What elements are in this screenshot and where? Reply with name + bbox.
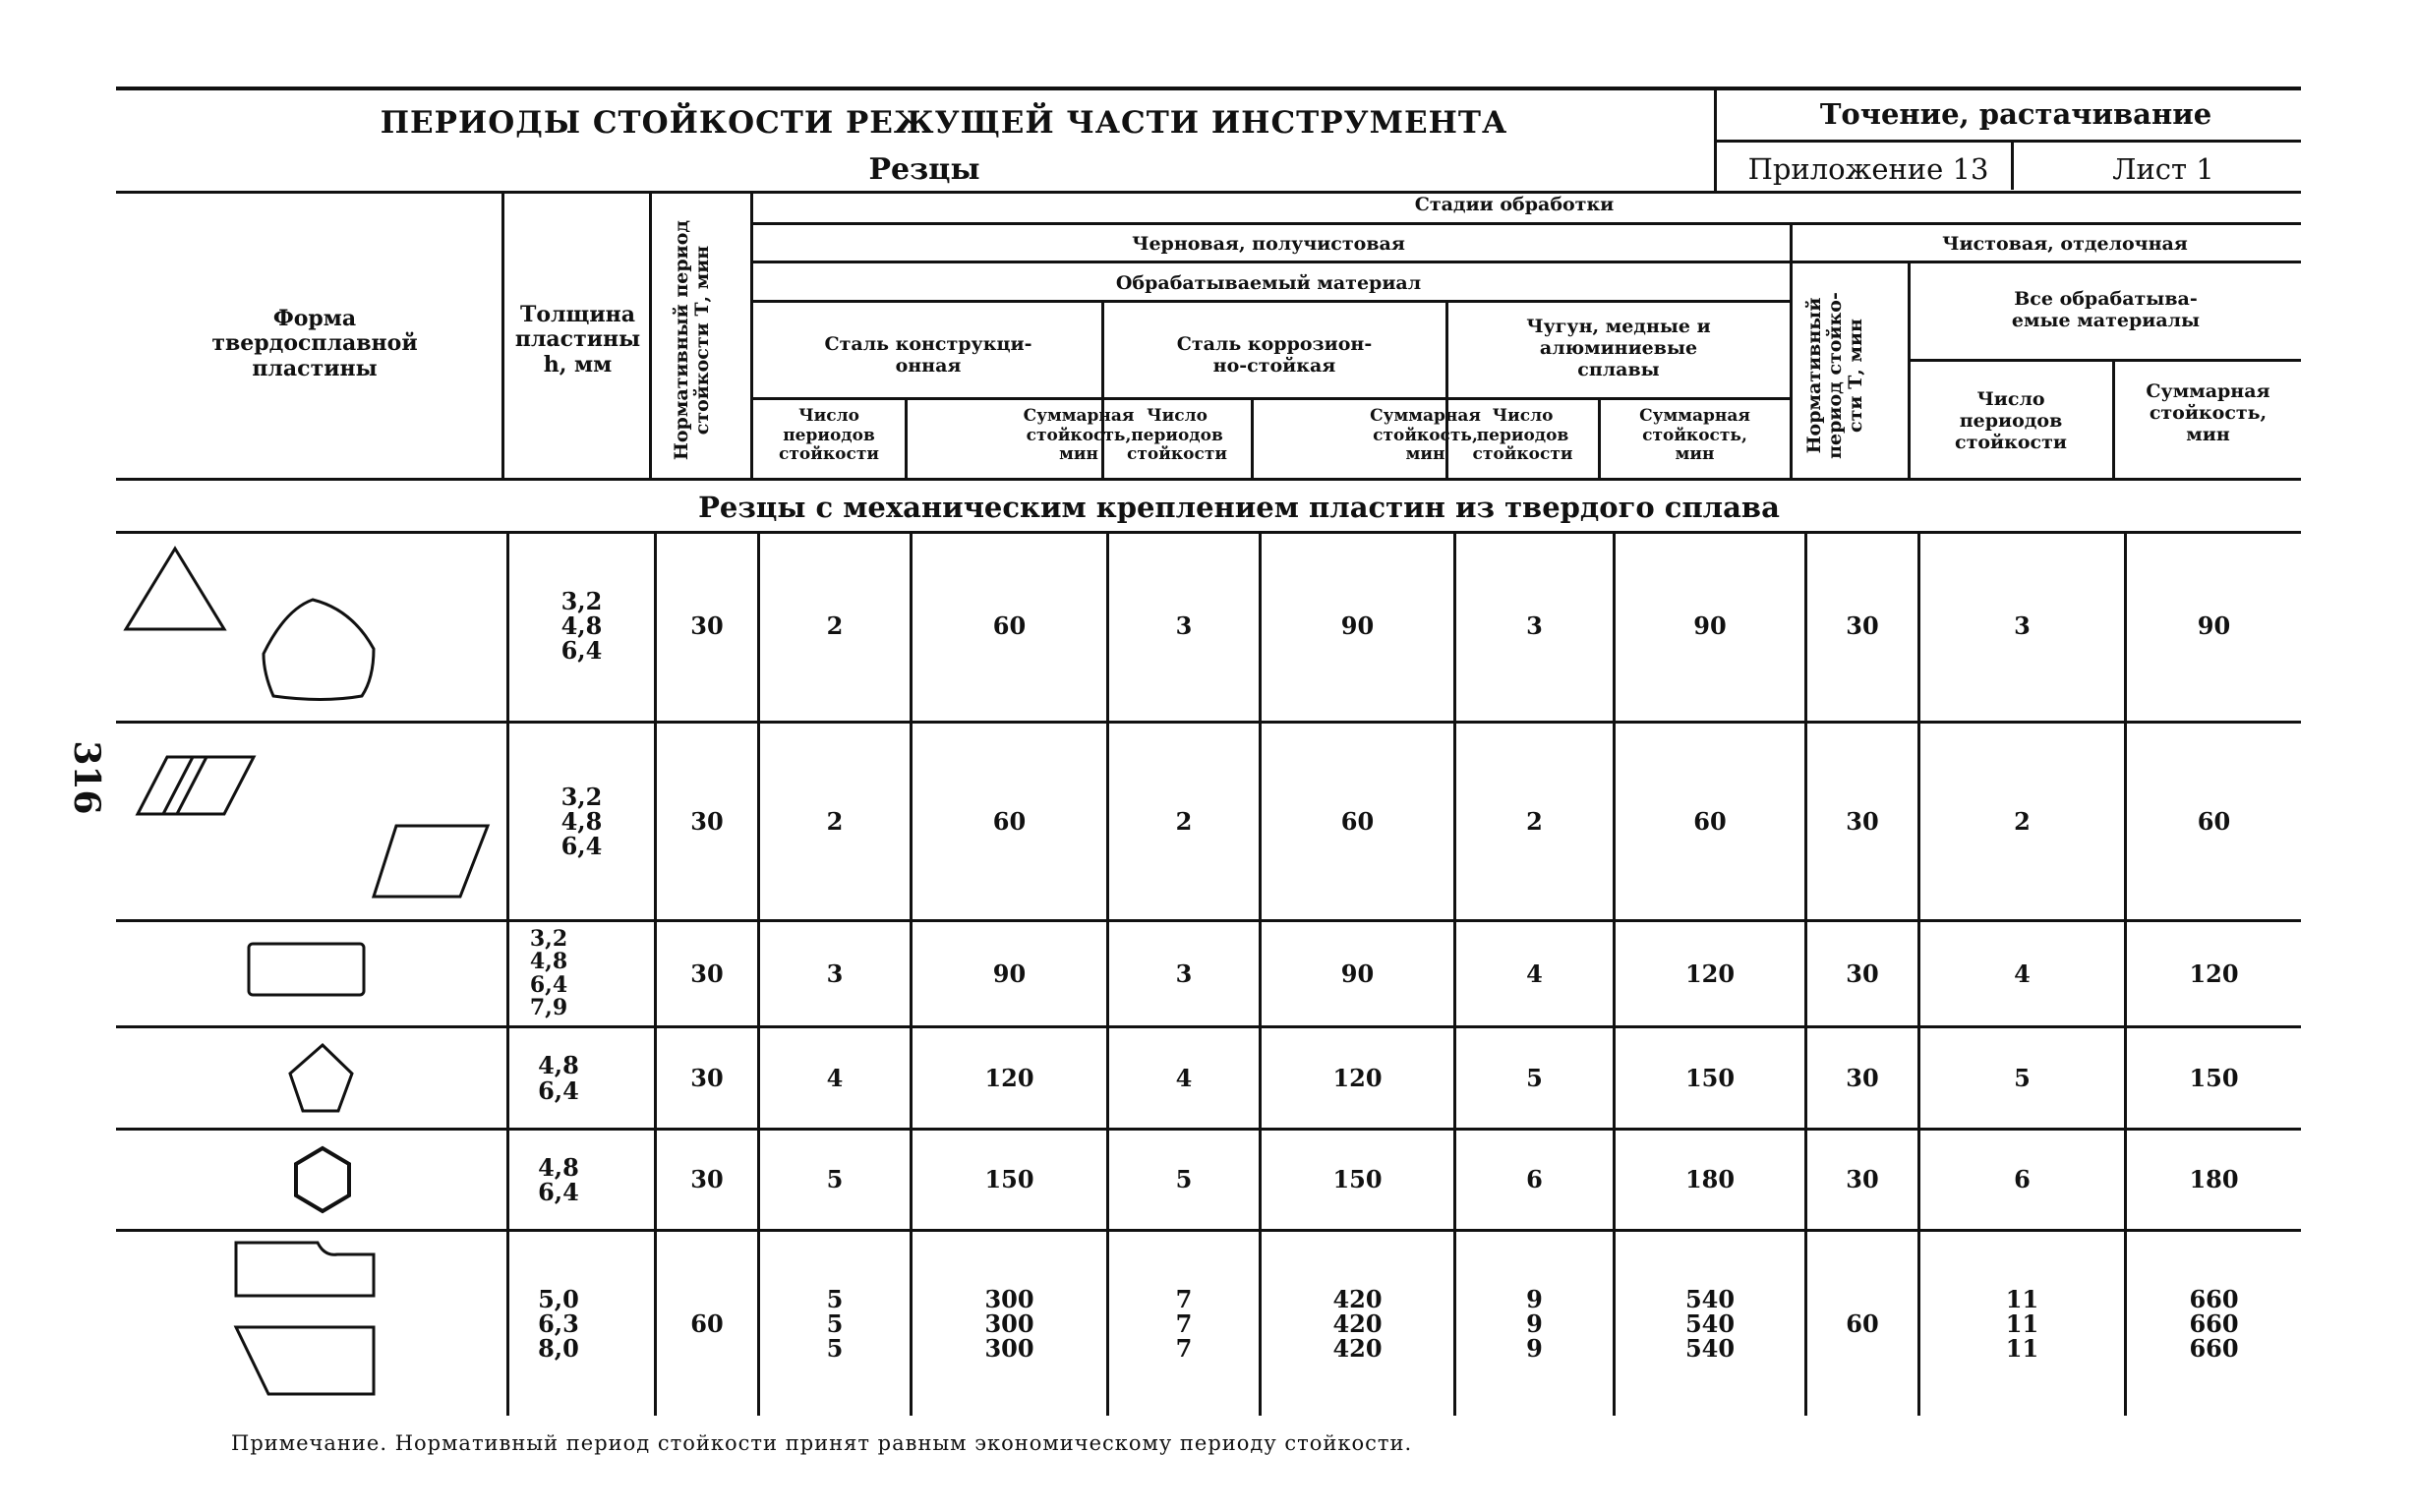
row1-thickness: 3,2 4,8 6,4 bbox=[560, 586, 603, 666]
steel-rule bbox=[753, 397, 1790, 400]
row3-steel-corr-n: 3 bbox=[1175, 959, 1193, 988]
row4-steel-corr-n: 4 bbox=[1175, 1063, 1193, 1092]
row3-cast-total: 120 bbox=[1684, 959, 1736, 988]
rough-rule bbox=[753, 261, 1790, 263]
col-material: Обрабатываемый материал bbox=[1115, 272, 1422, 294]
appendix-label: Приложение 13 bbox=[1747, 152, 1989, 186]
col-total-life: Суммарная стойкость, мин bbox=[1639, 406, 1750, 465]
triangle-insert-icon bbox=[126, 549, 224, 629]
row6-steel-corr-total: 420 420 420 bbox=[1332, 1284, 1383, 1364]
col-line bbox=[750, 193, 753, 478]
row1-cast-total: 90 bbox=[1693, 611, 1727, 640]
col-rough: Черновая, получистовая bbox=[1132, 233, 1405, 255]
row6-thickness: 5,0 6,3 8,0 bbox=[538, 1284, 579, 1364]
row3-finish-n: 4 bbox=[2014, 959, 2031, 988]
row2-cast-total: 60 bbox=[1693, 806, 1727, 836]
row4-finish-total: 150 bbox=[2189, 1063, 2239, 1092]
row1-finish-total: 90 bbox=[2197, 611, 2231, 640]
row3-finish-total: 120 bbox=[2189, 959, 2239, 988]
col-shape: Форма твердосплавной пластины bbox=[211, 306, 418, 381]
col-steel-corr: Сталь коррозион- но-стойкая bbox=[1176, 333, 1373, 377]
all-materials-rule bbox=[1911, 359, 2301, 362]
row3-thickness: 3,2 4,8 6,4 7,9 bbox=[529, 926, 568, 1020]
col-finish-norm: Нормативный период стойко- сти Т, мин bbox=[1803, 292, 1866, 459]
row2-steel-corr-total: 60 bbox=[1340, 806, 1375, 836]
row4-thickness: 4,8 6,4 bbox=[538, 1051, 579, 1105]
row5-finish-n: 6 bbox=[2014, 1165, 2031, 1194]
row4-steel-struct-n: 4 bbox=[826, 1063, 844, 1092]
row2-thickness: 3,2 4,8 6,4 bbox=[560, 782, 603, 861]
row1-steel-corr-n: 3 bbox=[1175, 611, 1193, 640]
col-num-periods: Число периодов стойкости bbox=[1955, 388, 2067, 453]
row4-steel-struct-total: 120 bbox=[984, 1063, 1034, 1092]
row5-steel-struct-n: 5 bbox=[826, 1165, 844, 1194]
row1-steel-corr-total: 90 bbox=[1340, 611, 1375, 640]
header-end-rule bbox=[116, 478, 2301, 481]
row1-norm-t: 30 bbox=[690, 611, 724, 640]
row6-steel-corr-n: 7 7 7 bbox=[1175, 1284, 1193, 1364]
row5-finish-total: 180 bbox=[2189, 1165, 2239, 1194]
row1-finish-n: 3 bbox=[2014, 611, 2031, 640]
row3-cast-n: 4 bbox=[1526, 959, 1543, 988]
col-steel-struct: Сталь конструкци- онная bbox=[824, 333, 1032, 377]
row3-norm-t: 30 bbox=[690, 959, 724, 988]
row5-steel-corr-total: 150 bbox=[1332, 1165, 1383, 1194]
header-bottom-rule bbox=[116, 191, 2301, 194]
top-rule bbox=[116, 87, 2301, 90]
rectangle-insert-icon bbox=[249, 944, 364, 995]
row5-steel-struct-total: 150 bbox=[984, 1165, 1034, 1194]
row1-steel-struct-total: 60 bbox=[992, 611, 1027, 640]
row2-norm-t: 30 bbox=[690, 806, 724, 836]
col-num-periods: Число периодов стойкости bbox=[1472, 406, 1573, 465]
operation-label: Точение, растачивание bbox=[1819, 97, 2212, 131]
row4-cast-n: 5 bbox=[1526, 1063, 1543, 1092]
row3-steel-struct-total: 90 bbox=[992, 959, 1027, 988]
insert-shapes bbox=[116, 531, 509, 1416]
col-cast-iron: Чугун, медные и алюминиевые сплавы bbox=[1526, 316, 1711, 380]
row2-steel-struct-total: 60 bbox=[992, 806, 1027, 836]
row6-steel-struct-total: 300 300 300 bbox=[984, 1284, 1034, 1364]
rhombus-insert-icon bbox=[374, 826, 488, 897]
row5-thickness: 4,8 6,4 bbox=[538, 1152, 579, 1206]
page-title: ПЕРИОДЫ СТОЙКОСТИ РЕЖУЩЕЙ ЧАСТИ ИНСТРУМЕНТА bbox=[380, 105, 1508, 141]
col-num-periods: Число периодов стойкости bbox=[1127, 406, 1227, 465]
header-mid-rule bbox=[1714, 140, 2301, 143]
col-total-life: Суммарная стойкость, мин bbox=[1370, 406, 1481, 465]
row5-finish-t: 30 bbox=[1846, 1165, 1879, 1194]
row6-norm-t: 60 bbox=[690, 1308, 724, 1338]
col-norm-period: Нормативный период стойкости Т, мин bbox=[671, 219, 713, 461]
col-total-life: Суммарная стойкость, мин bbox=[1023, 406, 1135, 465]
col-num-periods: Число периодов стойкости bbox=[779, 406, 879, 465]
col-line bbox=[649, 193, 652, 478]
trigon-insert-icon bbox=[264, 600, 374, 700]
page-number: 316 bbox=[66, 740, 107, 815]
notched-insert-icon bbox=[236, 1243, 374, 1296]
row4-finish-n: 5 bbox=[2014, 1063, 2031, 1092]
row2-finish-total: 60 bbox=[2197, 806, 2231, 836]
row2-steel-struct-n: 2 bbox=[826, 806, 844, 836]
col-finish: Чистовая, отделочная bbox=[1942, 233, 2188, 255]
row2-finish-t: 30 bbox=[1846, 806, 1879, 836]
parallelogram-insert-icon bbox=[138, 757, 254, 814]
row4-cast-total: 150 bbox=[1684, 1063, 1736, 1092]
row6-cast-total: 540 540 540 bbox=[1684, 1284, 1736, 1364]
row4-steel-corr-total: 120 bbox=[1332, 1063, 1383, 1092]
col-thickness: Толщина пластины h, мм bbox=[514, 302, 641, 378]
footnote: Примечание. Нормативный период стойкости принят равным экономическому периоду стойкости. bbox=[231, 1431, 1413, 1455]
sheet-label: Лист 1 bbox=[2112, 152, 2214, 186]
row4-finish-t: 30 bbox=[1846, 1063, 1879, 1092]
row6-steel-struct-n: 5 5 5 bbox=[826, 1284, 844, 1364]
row1-finish-t: 30 bbox=[1846, 611, 1879, 640]
row5-steel-corr-n: 5 bbox=[1175, 1165, 1193, 1194]
row2-steel-corr-n: 2 bbox=[1175, 806, 1193, 836]
row5-cast-n: 6 bbox=[1526, 1165, 1543, 1194]
row1-steel-struct-n: 2 bbox=[826, 611, 844, 640]
row3-steel-corr-total: 90 bbox=[1340, 959, 1375, 988]
trapezoid-insert-icon bbox=[236, 1327, 374, 1394]
row2-finish-n: 2 bbox=[2014, 806, 2031, 836]
row6-cast-n: 9 9 9 bbox=[1526, 1284, 1543, 1364]
row3-finish-t: 30 bbox=[1846, 959, 1879, 988]
row4-norm-t: 30 bbox=[690, 1063, 724, 1092]
finish-rule bbox=[1793, 261, 2301, 263]
page-subtitle: Резцы bbox=[868, 152, 980, 187]
row6-finish-total: 660 660 660 bbox=[2189, 1284, 2239, 1364]
pentagon-insert-icon bbox=[290, 1045, 352, 1111]
material-rule bbox=[753, 300, 1790, 303]
section-title: Резцы с механическим креплением пластин из твердого сплава bbox=[698, 491, 1780, 524]
appendix-divider bbox=[2011, 143, 2014, 190]
row1-cast-n: 3 bbox=[1526, 611, 1543, 640]
col-total-life: Суммарная стойкость, мин bbox=[2146, 380, 2270, 445]
row2-cast-n: 2 bbox=[1526, 806, 1543, 836]
hexagon-insert-icon bbox=[296, 1148, 349, 1211]
stages-rule bbox=[753, 222, 2301, 225]
col-line bbox=[501, 193, 504, 478]
col-all-materials: Все обрабатыва- емые материалы bbox=[2011, 288, 2201, 331]
col-stages: Стадии обработки bbox=[1414, 194, 1615, 215]
row6-finish-n: 11 11 11 bbox=[2005, 1284, 2039, 1364]
row5-norm-t: 30 bbox=[690, 1165, 724, 1194]
row6-finish-t: 60 bbox=[1846, 1308, 1879, 1338]
row5-cast-total: 180 bbox=[1684, 1165, 1736, 1194]
row3-steel-struct-n: 3 bbox=[826, 959, 844, 988]
